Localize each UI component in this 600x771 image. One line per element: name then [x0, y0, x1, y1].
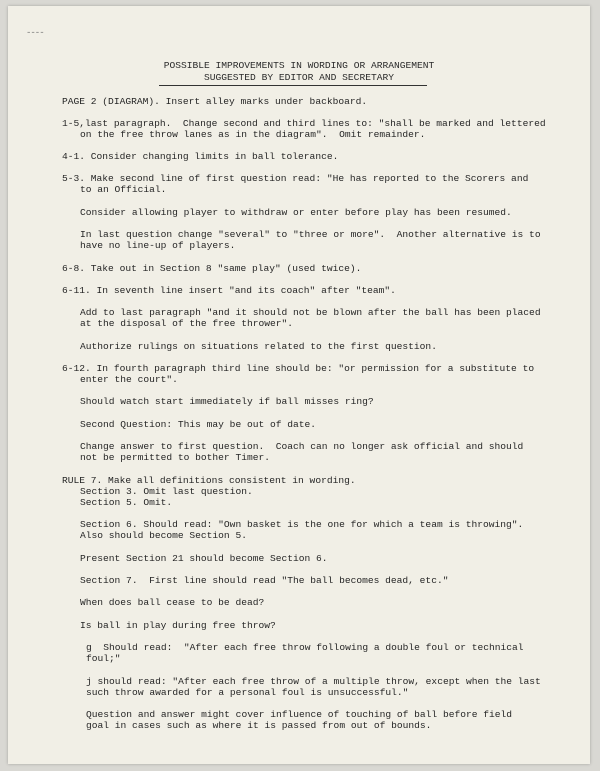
text-line: at the disposal of the free thrower". [80, 318, 294, 329]
heading-line-1: POSSIBLE IMPROVEMENTS IN WORDING OR ARRANGEMENT [163, 60, 435, 71]
text-line: 4-1. Consider changing limits in ball tolerance. [62, 151, 339, 162]
text-line: to an Official. [80, 184, 167, 195]
text-line: have no line-up of players. [80, 240, 236, 251]
text-line: PAGE 2 (DIAGRAM). Insert alley marks under backboard. [62, 96, 368, 107]
text-line: 6-8. Take out in Section 8 "same play" (used twice). [62, 263, 362, 274]
text-line: In last question change "several" to "three or more". Another alternative is to [80, 229, 541, 240]
text-line: Section 6. Should read: "Own basket is the one for which a team is throwing". [80, 519, 524, 530]
document-page [8, 6, 590, 764]
text-line: Section 5. Omit. [80, 497, 173, 508]
text-line: Is ball in play during free throw? [80, 620, 276, 631]
text-line: goal in cases such as where it is passed from out of bounds. [86, 720, 432, 731]
text-line: 6-12. In fourth paragraph third line should be: "or permission for a substitute to [62, 363, 535, 374]
text-line: Change answer to first question. Coach can no longer ask official and should [80, 441, 524, 452]
text-line: Consider allowing player to withdraw or enter before play has been resumed. [80, 207, 512, 218]
text-line: Section 7. First line should read "The ball becomes dead, etc." [80, 575, 449, 586]
text-line: 1-5,last paragraph. Change second and third lines to: "shall be marked and lettered [62, 118, 546, 129]
text-line: 5-3. Make second line of first question read: "He has reported to the Scorers and [62, 173, 529, 184]
text-line: not be permitted to bother Timer. [80, 452, 270, 463]
text-line: Authorize rulings on situations related to the first question. [80, 341, 437, 352]
text-line: Add to last paragraph "and it should not be blown after the ball has been placed [80, 307, 541, 318]
text-line: Also should become Section 5. [80, 530, 247, 541]
text-line: Present Section 21 should become Section 6. [80, 553, 328, 564]
text-line: Second Question: This may be out of date. [80, 419, 317, 430]
text-line: enter the court". [80, 374, 178, 385]
text-line: Section 3. Omit last question. [80, 486, 253, 497]
heading-underline [159, 85, 427, 86]
text-line: g Should read: "After each free throw following a double foul or technical [86, 642, 524, 653]
text-line: Question and answer might cover influence of touching of ball before field [86, 709, 513, 720]
text-line: When does ball cease to be dead? [80, 597, 265, 608]
text-line: Should watch start immediately if ball misses ring? [80, 396, 374, 407]
marginal-mark: ---‑ [26, 28, 44, 38]
text-line: foul;" [86, 653, 121, 664]
heading-line-2: SUGGESTED BY EDITOR AND SECRETARY [204, 72, 394, 83]
text-line: RULE 7. Make all definitions consistent in wording. [62, 475, 356, 486]
text-line: j should read: "After each free throw of a multiple throw, except when the last [86, 676, 541, 687]
text-line: on the free throw lanes as in the diagram". Omit remainder. [80, 129, 426, 140]
text-line: such throw awarded for a personal foul is unsuccessful." [86, 687, 409, 698]
text-line: 6-11. In seventh line insert "and its coach" after "team". [62, 285, 396, 296]
